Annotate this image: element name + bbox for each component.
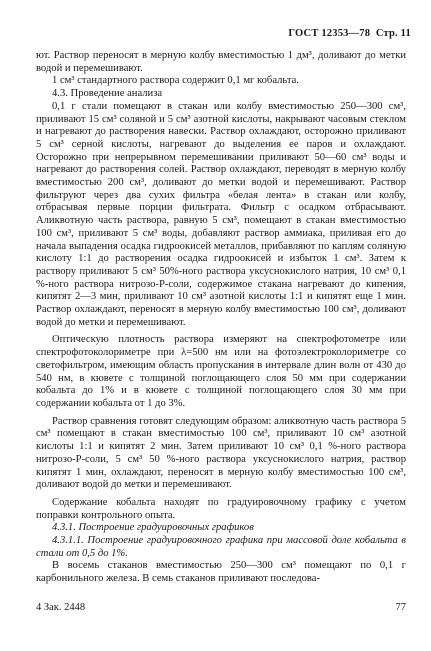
page-header xyxy=(288,28,411,39)
paragraph: Содержание кобальта находят по градуировочному графику с учетом поправки контрольного опыта. xyxy=(36,496,406,521)
paragraph: В восемь стаканов вместимостью 250—300 см³ помещают по 0,1 г карбонильного железа. В семь стаканов приливают последова- xyxy=(36,560,406,585)
paragraph: ют. Раствор переносят в мерную колбу вместимостью 1 дм³, доливают до метки водой и перемешивают. xyxy=(36,50,406,74)
page-footer xyxy=(36,602,406,613)
paragraph: Раствор сравнения готовят следующим образом: аликвотную часть раствора 5 см³ помещают в стакан вместимостью 100 см³, приливают 10 см³ азотной кислоты 1:1 и кипятят 2 мин. Затем приливают 10 см³ 0,1 %-ного раствора нитрозо-Р-соли, 5 см³ 50 %-ного раствора уксуснокислого натрия, раствор кипятят 1 мин, охлаждают, переносят в мерную колбу вместимостью 100 см³, доливают водой до метки и перемешивают. xyxy=(36,415,406,491)
page-number: 77 xyxy=(395,602,406,613)
page-label: Стр. 11 xyxy=(375,28,411,39)
body-text xyxy=(36,50,406,586)
gost-number: ГОСТ 12353—78 xyxy=(288,28,371,39)
paragraph: 0,1 г стали помещают в стакан или колбу вместимостью 250—300 см³, приливают 15 см³ соляной и 5 см³ азотной кислоты, накрывают часовым стеклом и нагревают до растворения навески. Раствор охлаждают, осторожно приливают 5 см³ серной кислоты, нагревают до выделения ее паров и охлаждают. Осторожно при непрерывном перемешивании приливают 50—60 см³ воды и нагревают до растворения солей. Раствор охлаждают, переводят в мерную колбу вместимостью 200 см³, доливают до метки водой и перемешивают. Раствор фильтруют через два сухих фильтра «белая лента» в стакан или колбу, отбрасывая первые порции фильтрата. Фильтр с осадком отбрасывают. Аликвотную часть раствора, равную 5 см³, помещают в стакан вместимостью 100 см³, приливают 5 см³ воды, добавляют раствор аммиака, приливая его до начала выпадения осадка гидроокисей металлов, прибавляют по каплям соляную кислоту 1:1 до растворения осадка гидроокисей и избыток 1 см³. Затем к раствору приливают 5 см³ 50%-ного раствора уксуснокислого натрия, 10 см³ 0,1 %-ного раствора нитрозо-Р-соли, содержимое стакана нагревают до кипения, кипятят 2—3 мин, приливают 10 см³ азотной кислоты 1:1 и кипятят еще 1 мин. Раствор охлаждают, переносят в мерную колбу вместимостью 100 см³, доливают водой до метки и перемешивают. xyxy=(36,100,406,328)
paragraph: 1 см³ стандартного раствора содержит 0,1 мг кобальта. xyxy=(52,75,299,87)
order-number: 4 Зак. 2448 xyxy=(36,602,86,613)
section-heading: 4.3. Проведение анализа xyxy=(52,88,163,100)
subsection-heading: 4.3.1. Построение градуировочных графиков xyxy=(52,522,254,534)
subsection-heading: 4.3.1.1. Построение градуировочного графика при массовой доле кобальта в стали от 0,5 до 1%. xyxy=(36,535,406,559)
paragraph: Оптическую плотность раствора измеряют на спектрофотометре или спектрофотоколориметре при λ=500 нм или на фотоэлектроколориметре со светофильтром, имеющим область пропускания в интервале длин волн от 430 до 540 нм, в кювете с толщиной поглощающего слоя 50 мм при содержании кобальта до 1% и в кювете с толщиной поглощающего слоя 30 мм при содержании кобальта от 1 до 3%. xyxy=(36,334,406,409)
